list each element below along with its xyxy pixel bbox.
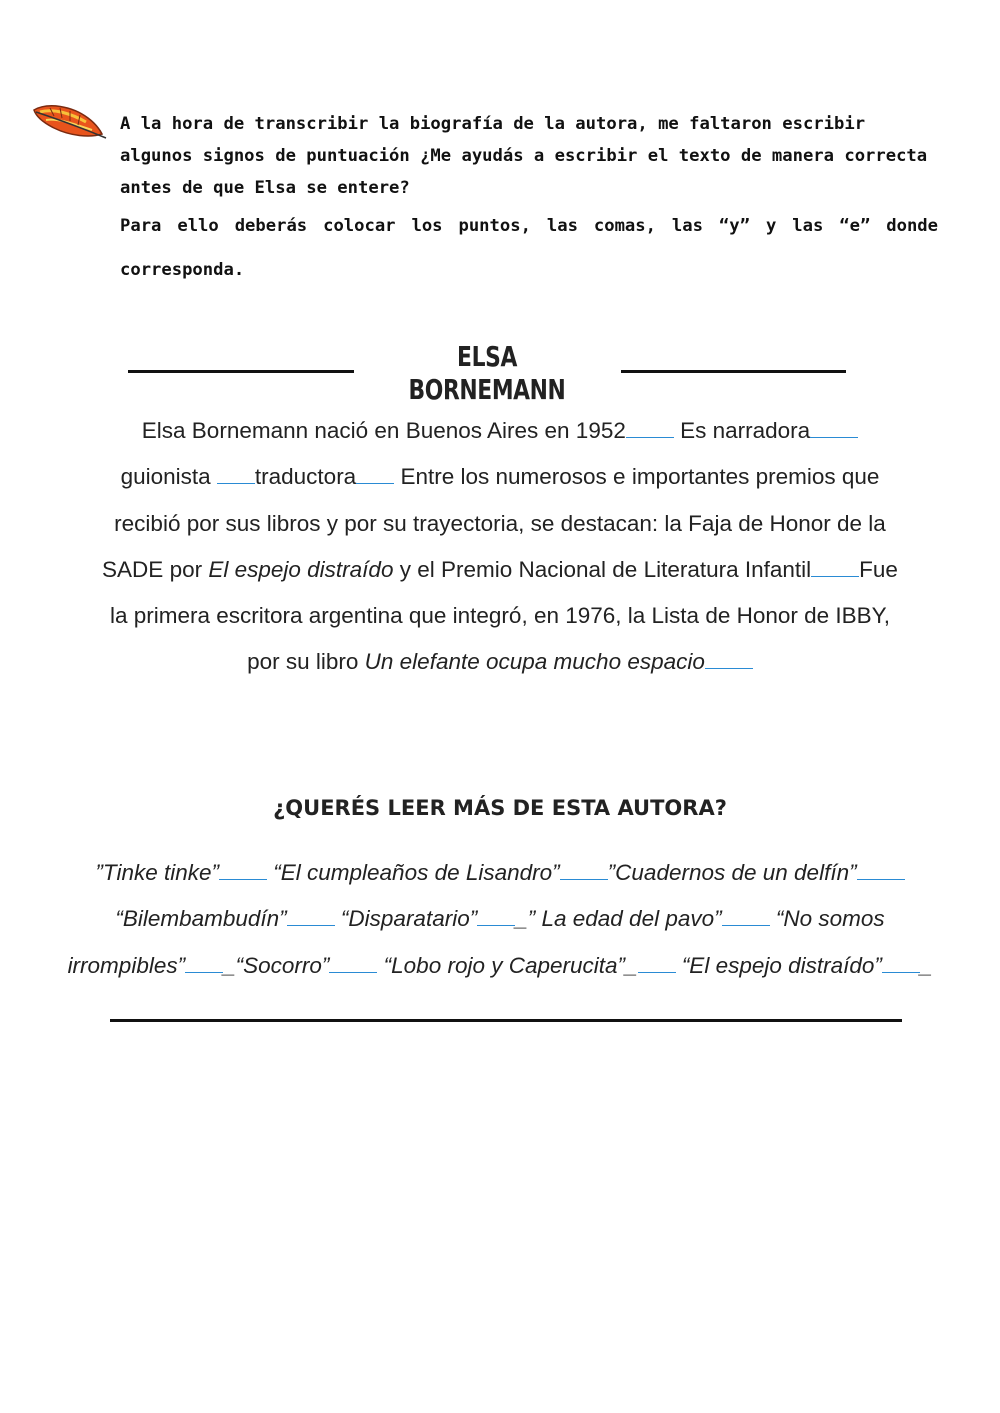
bio-text: Es narradora (673, 418, 811, 443)
bio-book-title: Un elefante ocupa mucho espacio (364, 649, 705, 675)
book-title: “No somos irrompibles” (67, 906, 885, 978)
answer-blank[interactable] (705, 645, 753, 670)
bio-text: Entre los numerosos e importantes premios que recibió por sus libros y por su trayectoria, se destacan: la Faja de Honor de la SADE por (102, 464, 886, 582)
answer-blank[interactable] (810, 413, 858, 438)
answer-blank[interactable] (356, 460, 394, 485)
bio-text: guionista (120, 464, 217, 490)
bio-text: y el Premio Nacional de Literatura Infantil (393, 556, 812, 582)
answer-blank[interactable] (560, 855, 608, 880)
book-title: ”Tinke tinke” (95, 860, 219, 885)
instructions (120, 108, 938, 292)
answer-blank[interactable] (626, 413, 674, 438)
instructions-paragraph-2: Para ello deberás colocar los puntos, las comas, las “y” y las “e” donde corresponda. (120, 216, 938, 280)
bio-text: traductora (254, 464, 357, 490)
title-rule-right (621, 370, 846, 373)
section-heading: ¿QUERÉS LEER MÁS DE ESTA AUTORA? (273, 796, 727, 820)
book-title: “Lobo rojo y Caperucita” (383, 952, 626, 978)
answer-blank[interactable] (882, 948, 920, 973)
bio-text: Elsa Bornemann nació en Buenos Aires en 1952 (141, 418, 626, 443)
book-title: “Socorro” (235, 952, 330, 978)
book-title: ” La edad del pavo” (527, 906, 722, 932)
answer-blank[interactable] (638, 948, 676, 973)
answer-blank[interactable] (477, 902, 515, 927)
book-title: ”Cuadernos de un delfín” (607, 860, 857, 885)
answer-blank[interactable] (185, 948, 223, 973)
underscore: _ (625, 952, 638, 978)
underscore: _ (223, 952, 236, 978)
book-title: “El espejo distraído” (681, 952, 882, 978)
answer-blank[interactable] (219, 855, 267, 880)
biography-paragraph (100, 408, 900, 686)
answer-blank[interactable] (329, 948, 377, 973)
bio-book-title: El espejo distraído (208, 556, 394, 582)
book-title: “Bilembambudín” (115, 906, 287, 932)
answer-blank[interactable] (287, 902, 335, 927)
title-rule-left (128, 370, 354, 373)
book-title: “El cumpleaños de Lisandro” (273, 860, 560, 885)
feather-icon (30, 100, 108, 144)
book-title: “Disparatario” (340, 906, 478, 932)
answer-blank[interactable] (217, 460, 255, 485)
underscore: _ (919, 952, 933, 978)
underscore: _ (515, 906, 528, 932)
answer-blank[interactable] (722, 902, 770, 927)
answer-blank[interactable] (857, 855, 905, 880)
answer-blank[interactable] (811, 552, 859, 577)
instructions-paragraph-1: A la hora de transcribir la biografía de la autora, me faltaron escribir algunos signos de puntuación ¿Me ayudás a escribir el texto de manera correcta antes de que Elsa se entere? (120, 114, 928, 198)
bio-text: Fue la primera escritora argentina que integró, en 1976, la Lista de Honor de IBBY, por su libro (109, 556, 898, 675)
page-title: ELSA BORNEMANN (408, 340, 566, 406)
book-list (60, 850, 940, 989)
bottom-rule (110, 1019, 902, 1022)
